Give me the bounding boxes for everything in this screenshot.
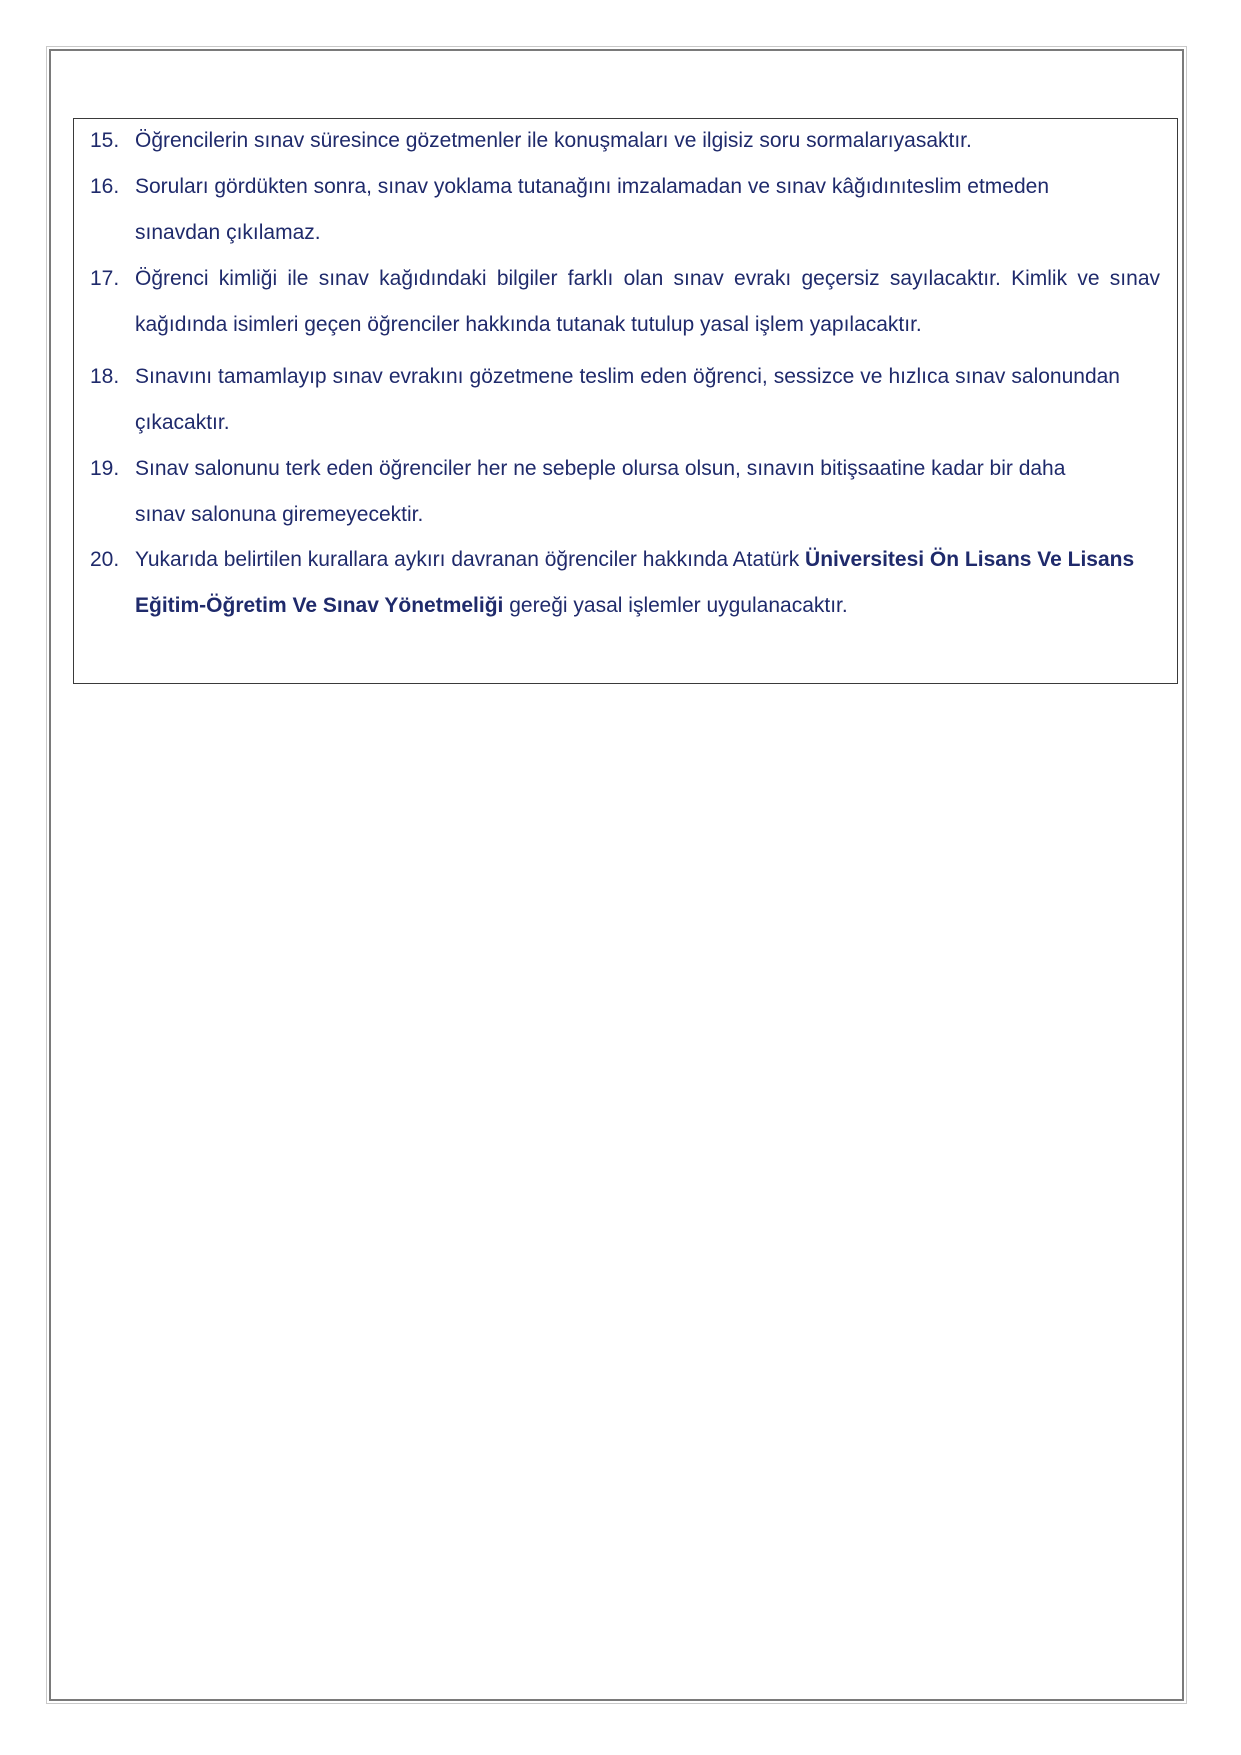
- rule-number: 17.: [90, 267, 120, 290]
- rule-text: Sınavını tamamlayıp sınav evrakını gözetmene teslim eden öğrenci, sessizce ve hızlıca sınav salonundan çıkacaktır.: [135, 365, 1120, 434]
- rule-number: 18.: [90, 365, 120, 388]
- rule-number: 16.: [90, 175, 120, 198]
- rule-text: Soruları gördükten sonra, sınav yoklama tutanağını imzalamadan ve sınav kâğıdınıteslim etmeden sınavdan çıkılamaz.: [135, 175, 1049, 244]
- rule-number: 19.: [90, 457, 120, 480]
- rule-number: 15.: [90, 129, 120, 152]
- rule-text: Öğrenci kimliği ile sınav kağıdındaki bilgiler farklı olan sınav evrakı geçersiz sayılacaktır. Kimlik ve sınav kağıdında isimleri geçen öğrenciler hakkında tutanak tutulup yasal işlem yapılacaktır.: [135, 267, 1160, 336]
- rule-text-after: gereği yasal işlemler uygulanacaktır.: [503, 594, 848, 617]
- regulation-name: Üniversitesi Ön Lisans Ve Lisans Eğitim-Öğretim Ve Sınav Yönetmeliği: [135, 548, 1135, 617]
- exam-rules-box: [73, 118, 1178, 684]
- rule-text: [135, 537, 1135, 629]
- rule-number: 20.: [90, 548, 120, 571]
- rule-text: Sınav salonunu terk eden öğrenciler her ne sebeple olursa olsun, sınavın bitişsaatine kadar bir daha sınav salonuna giremeyecektir.: [135, 457, 1066, 526]
- rule-text-before: Yukarıda belirtilen kurallara aykırı davranan öğrenciler hakkında Atatürk: [135, 548, 806, 571]
- rule-text: Öğrencilerin sınav süresince gözetmenler ile konuşmaları ve ilgisiz soru sormalarıyasaktır.: [135, 129, 972, 152]
